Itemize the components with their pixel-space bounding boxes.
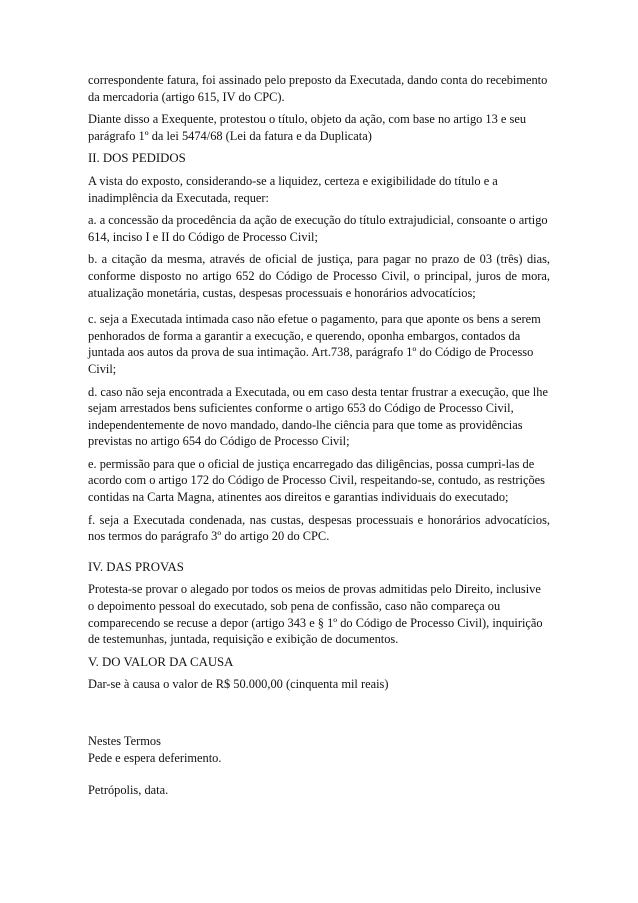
closing-place-date: Petrópolis, data. xyxy=(88,783,169,798)
document-page xyxy=(88,72,550,799)
section-heading-provas: IV. DAS PROVAS xyxy=(88,559,184,574)
paragraph-valor-causa: Dar-se à causa o valor de R$ 50.000,00 (cinquenta mil reais) xyxy=(88,677,389,692)
request-item-f: f. seja a Executada condenada, nas custas, despesas processuais e honorários advocatícios, nos termos do parágrafo 3º do artigo 20 do CPC. xyxy=(88,512,550,544)
request-item-c: c. seja a Executada intimada caso não efetue o pagamento, para que aponte os bens a serem penhorados de forma a garantir a execução, e querendo, oponha embargos, contados da juntada aos autos da prova de sua intimação. Art.738, parágrafo 1º do Código de Processo Civil; xyxy=(88,312,541,376)
paragraph-requer: A vista do exposto, considerando-se a liquidez, certeza e exigibilidade do título e a inadimplência da Executada, requer: xyxy=(88,173,498,205)
closing-block xyxy=(88,733,550,799)
paragraph-provas: Protesta-se provar o alegado por todos os meios de provas admitidas pelo Direito, inclusive o depoimento pessoal do executado, sob pena de confissão, caso não compareça ou comparecendo se recuse a depor (artigo 343 e § 1º do Código de Processo Civil), inquirição de testemunhas, juntada, requisição e exibição de documentos. xyxy=(88,582,543,647)
section-heading-valor-causa: V. DO VALOR DA CAUSA xyxy=(88,654,234,669)
request-item-e: e. permissão para que o oficial de justiça encarregado das diligências, possa cumpri-las de acordo com o artigo 172 do Código de Processo Civil, respeitando-se, contudo, as restrições contidas na Carta Magna, atinentes aos direitos e garantias individuais do executado; xyxy=(88,456,545,505)
request-item-a: a. a concessão da procedência da ação de execução do título extrajudicial, consoante o artigo 614, inciso I e II do Código de Processo Civil; xyxy=(88,213,548,244)
paragraph-fatura-continuation: correspondente fatura, foi assinado pelo preposto da Executada, dando conta do recebimento da mercadoria (artigo 615, IV do CPC). xyxy=(88,73,548,104)
request-item-d: d. caso não seja encontrada a Executada, ou em caso desta tentar frustrar a execução, que lhe sejam arrestados bens suficientes conforme o artigo 653 do Código de Processo Civil, independentemente de novo mandado, dando-lhe ciência para que tome as providências previstas no artigo 654 do Código de Processo Civil; xyxy=(88,384,548,449)
closing-nestes-termos: Nestes Termos xyxy=(88,734,161,748)
closing-deferimento: Pede e espera deferimento. xyxy=(88,750,222,765)
paragraph-protesto: Diante disso a Exequente, protestou o título, objeto da ação, com base no artigo 13 e seu parágrafo 1º da lei 5474/68 (Lei da fatura e da Duplicata) xyxy=(88,112,527,143)
section-heading-pedidos: II. DOS PEDIDOS xyxy=(88,151,186,166)
request-item-b: b. a citação da mesma, através de oficial de justiça, para pagar no prazo de 03 (três) dias, conforme disposto no artigo 652 do Código de Processo Civil, o principal, juros de mora, atualização monetária, custas, despesas processuais e honorários advocatícios; xyxy=(88,252,550,300)
